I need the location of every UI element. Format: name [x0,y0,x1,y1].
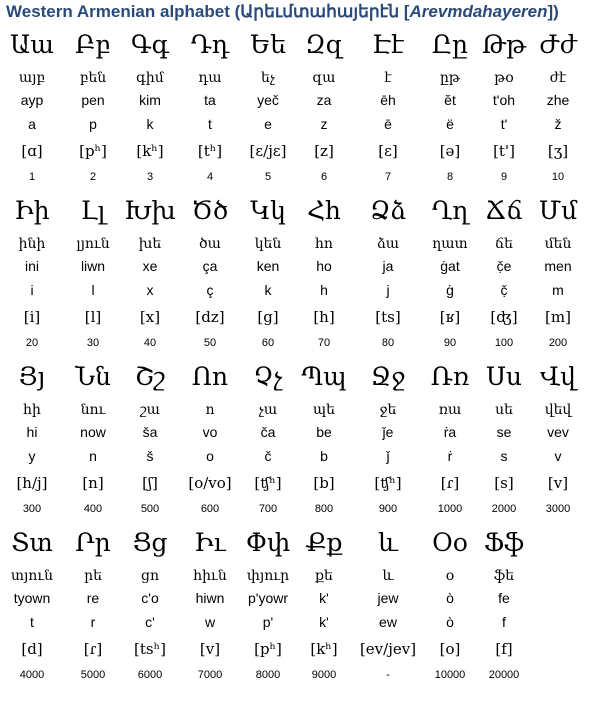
letter-name: ո [205,402,215,418]
letter-transliteration: men [544,258,572,274]
letter-name: ճե [495,236,513,252]
page-title [6,2,559,22]
letter-numeric-value: 3000 [545,503,571,515]
letter-numeric-value: 80 [381,337,395,349]
letter-name: գիմ [136,70,164,86]
letter-glyph: Եե [250,30,286,59]
letter-name: ջե [379,402,397,418]
letter-glyph: Հհ [307,196,341,225]
letter-ipa: [pʰ] [79,142,107,160]
letter-glyph: Օօ [431,528,469,557]
letter-transliteration: ta [204,92,216,108]
letter-latin: r [90,614,96,630]
letter-ipa: [ɾ] [83,640,103,658]
letter-latin: ç [206,282,214,298]
letter-transliteration: se [496,424,512,440]
letter-latin: w [204,614,216,630]
letter-ipa: [n] [82,474,104,492]
letter-glyph: Նն [75,362,111,391]
letter-name: հիւն [193,568,227,584]
letter-glyph: Ղղ [431,196,469,225]
letter-transliteration: ini [24,258,39,274]
letter-numeric-value: 20 [25,337,39,349]
letter-name: կեն [254,236,282,252]
letter-numeric-value: 50 [203,337,217,349]
letter-numeric-value: 200 [548,337,568,349]
letter-ipa: [ɑ] [21,142,43,160]
letter-numeric-value: 1 [28,171,36,183]
letter-name: տյուն [10,568,54,584]
letter-glyph: Չչ [253,362,283,391]
letter-name: վեվ [544,402,572,418]
letter-ipa: [ə] [439,142,461,160]
letter-name: հի [23,402,41,418]
letter-numeric-value: 300 [22,503,42,515]
letter-latin: š [146,448,154,464]
letter-transliteration: ġat [440,258,460,274]
letter-glyph: Շշ [134,362,166,391]
letter-ipa: [g] [257,308,279,326]
letter-latin: j [386,282,390,298]
letter-latin: e [264,116,272,132]
letter-name: հո [315,236,333,252]
letter-glyph: Քք [305,528,343,557]
letter-glyph: Ըը [431,30,469,59]
letter-name: ինի [18,236,46,252]
letter-glyph: Իւ [194,528,226,557]
letter-name: ֆե [493,568,515,584]
letter-glyph: Ժժ [539,30,577,59]
letter-transliteration: ken [256,258,280,274]
letter-transliteration: xe [142,258,158,274]
letter-numeric-value: 800 [314,503,334,515]
letter-name: ղատ [432,236,468,252]
letter-glyph: Էէ [372,30,404,59]
letter-transliteration: now [80,424,106,440]
letter-latin: x [146,282,154,298]
letter-numeric-value: 3 [146,171,154,183]
letter-transliteration: ĕt [444,92,456,108]
letter-name: շա [140,402,160,418]
letter-latin: k [146,116,154,132]
letter-transliteration: ça [202,258,218,274]
letter-transliteration: liwn [80,258,106,274]
letter-numeric-value: 9000 [311,669,337,681]
letter-ipa: [kʰ] [310,640,338,658]
letter-glyph: Ռռ [430,362,470,391]
letter-name: ըթ [440,70,460,86]
letter-numeric-value: 70 [317,337,331,349]
letter-name: լյուն [76,236,110,252]
letter-numeric-value: 4 [206,171,214,183]
letter-latin: ē [384,116,392,132]
letter-numeric-value: 500 [140,503,160,515]
letter-latin: s [500,448,508,464]
letter-ipa: [ʤ] [490,308,518,326]
letter-numeric-value: 100 [494,337,514,349]
letter-ipa: [f] [495,640,513,658]
letter-name: ձա [376,236,400,252]
letter-ipa: [v] [199,640,221,658]
letter-transliteration: pen [81,92,105,108]
letter-transliteration: p'yowr [247,590,289,606]
letter-ipa: [h] [313,308,335,326]
letter-name: րե [84,568,102,584]
letter-glyph: Ոո [191,362,229,391]
letter-glyph: Սս [485,362,523,391]
letter-transliteration: yeč [257,92,279,108]
letter-numeric-value: 40 [143,337,157,349]
letter-ipa: [pʰ] [254,640,282,658]
letter-ipa: [ev/jev] [359,640,417,658]
letter-transliteration: kim [139,92,161,108]
letter-ipa: [m] [545,308,571,326]
letter-numeric-value: 6 [320,171,328,183]
letter-name: և [382,568,394,584]
letter-transliteration: č̣e [496,258,512,274]
letter-latin: z [320,116,328,132]
letter-name: ժէ [549,70,567,86]
letter-glyph: և [378,528,398,557]
letter-transliteration: t'oh [492,92,516,108]
letter-numeric-value: 60 [261,337,275,349]
letter-transliteration: vev [547,424,569,440]
letter-numeric-value: 600 [200,503,220,515]
letter-latin: a [28,116,36,132]
letter-glyph: Վվ [540,362,576,391]
letter-ipa: [ʒ] [547,142,569,160]
letter-transliteration: fe [498,590,510,606]
letter-latin: p [89,116,97,132]
letter-ipa: [kʰ] [136,142,164,160]
letter-ipa: [ɛ/jɛ] [249,142,287,160]
letter-ipa: [s] [494,474,514,492]
letter-numeric-value: 6000 [137,669,163,681]
letter-ipa: [ɾ] [440,474,460,492]
letter-transliteration: ǰe [382,424,394,440]
letter-ipa: [ʧʰ] [254,474,282,492]
letter-latin: c' [145,614,155,630]
letter-ipa: [z] [314,142,334,160]
letter-ipa: [ɛ] [378,142,398,160]
letter-glyph: Տտ [11,528,53,557]
letter-numeric-value: 10000 [434,669,466,681]
letter-ipa: [d] [21,640,43,658]
letter-latin: y [28,448,36,464]
letter-numeric-value: 1000 [437,503,463,515]
letter-latin: h [320,282,328,298]
letter-numeric-value: 2000 [491,503,517,515]
letter-transliteration: ja [382,258,394,274]
letter-name: նու [80,402,106,418]
letter-transliteration: hiwn [195,590,225,606]
letter-latin: m [552,282,564,298]
letter-latin: ò [446,614,454,630]
letter-glyph: Ձձ [369,196,406,225]
letter-glyph: Խխ [124,196,176,225]
letter-latin: f [502,614,506,630]
letter-numeric-value: 5000 [80,669,106,681]
letter-numeric-value: 9 [500,171,508,183]
letter-name: չա [258,402,278,418]
letter-name: եչ [261,70,275,86]
letter-latin: t [208,116,212,132]
letter-numeric-value: 400 [83,503,103,515]
letter-name: մեն [544,236,572,252]
letter-glyph: Ճճ [485,196,523,225]
letter-latin: ǰ [386,448,390,464]
letter-name: խե [138,236,162,252]
letter-transliteration: ṙa [443,424,457,440]
letter-numeric-value: 7000 [197,669,223,681]
letter-transliteration: ayp [20,92,44,108]
letter-transliteration: k' [319,590,329,606]
letter-ipa: [ʁ] [439,308,461,326]
letter-latin: i [30,282,34,298]
alphabet-row [0,196,607,362]
letter-latin: n [89,448,97,464]
letter-numeric-value: 8 [446,171,454,183]
letter-latin: ġ [446,282,454,298]
letter-latin: t [30,614,34,630]
letter-numeric-value: 5 [264,171,272,183]
letter-ipa: [ʃ] [142,474,158,492]
letter-numeric-value: 20000 [488,669,520,681]
letter-glyph: Դդ [190,30,230,59]
letter-ipa: [dz] [195,308,225,326]
title-suffix: ]) [547,2,559,21]
letter-glyph: Զզ [305,30,343,59]
letter-name: դա [198,70,222,86]
letter-latin: ž [554,116,562,132]
letter-name: փյուր [246,568,290,584]
letter-numeric-value: 8000 [255,669,281,681]
letter-name: է [384,70,392,86]
letter-numeric-value: 90 [443,337,457,349]
letter-glyph: Աա [10,30,54,59]
letter-glyph: Ծծ [191,196,229,225]
letter-ipa: [l] [84,308,102,326]
letter-latin: č̣ [500,282,508,298]
letter-ipa: [o/vo] [188,474,232,492]
alphabet-table [0,30,607,694]
letter-ipa: [v] [547,474,569,492]
letter-transliteration: zhe [546,92,570,108]
letter-ipa: [x] [139,308,161,326]
letter-numeric-value: 7 [384,171,392,183]
letter-glyph: Թթ [482,30,526,59]
letter-latin: k' [319,614,329,630]
letter-glyph: Ջջ [370,362,406,391]
letter-transliteration: ša [142,424,158,440]
letter-numeric-value: 4000 [19,669,45,681]
letter-glyph: Փփ [245,528,291,557]
letter-latin: ë [446,116,454,132]
letter-name: քե [315,568,333,584]
letter-ipa: [ʧʰ] [374,474,402,492]
title-translit: Arevmdahayeren [409,2,548,21]
letter-numeric-value: 10 [551,171,565,183]
letter-numeric-value: - [386,669,390,681]
letter-transliteration: ča [260,424,276,440]
letter-latin: k [264,282,272,298]
letter-ipa: [o] [439,640,461,658]
letter-name: ցո [140,568,160,584]
letter-latin: t' [500,116,508,132]
letter-name: ռա [438,402,462,418]
letter-latin: o [206,448,214,464]
letter-glyph: Րր [75,528,111,557]
letter-ipa: [t'] [493,142,515,160]
letter-numeric-value: 900 [378,503,398,515]
letter-glyph: Պպ [301,362,347,391]
letter-transliteration: be [316,424,332,440]
letter-name: զա [312,70,336,86]
letter-latin: v [554,448,562,464]
letter-ipa: [tsʰ] [134,640,166,658]
letter-transliteration: tyown [13,590,51,606]
letter-numeric-value: 700 [258,503,278,515]
letter-name: պե [313,402,335,418]
letter-name: օ [445,568,455,584]
letter-glyph: Լլ [80,196,106,225]
letter-glyph: Ցց [132,528,168,557]
letter-glyph: Ֆֆ [483,528,525,557]
letter-glyph: Իի [14,196,50,225]
letter-transliteration: jew [377,590,399,606]
letter-glyph: Մմ [538,196,578,225]
letter-glyph: Յյ [18,362,46,391]
letter-ipa: [ts] [375,308,401,326]
letter-ipa: [b] [313,474,335,492]
letter-ipa: [i] [23,308,41,326]
letter-latin: l [91,282,95,298]
letter-glyph: Գգ [130,30,170,59]
letter-numeric-value: 2 [89,171,97,183]
letter-transliteration: ēh [380,92,396,108]
alphabet-row [0,362,607,528]
letter-name: ծա [199,236,221,252]
letter-latin: p' [262,614,274,630]
letter-ipa: [tʰ] [197,142,223,160]
letter-glyph: Կկ [250,196,286,225]
letter-transliteration: ho [316,258,332,274]
letter-name: բեն [79,70,107,86]
letter-name: այբ [18,70,46,86]
letter-transliteration: re [86,590,100,606]
letter-ipa: [h/j] [16,474,48,492]
letter-transliteration: vo [202,424,218,440]
letter-latin: b [320,448,328,464]
letter-latin: ṙ [447,448,453,464]
letter-name: սե [495,402,513,418]
letter-latin: ew [379,614,397,630]
letter-transliteration: za [316,92,332,108]
letter-transliteration: hi [26,424,38,440]
letter-latin: č [264,448,272,464]
letter-name: թօ [494,70,514,86]
letter-transliteration: c'o [141,590,159,606]
letter-numeric-value: 30 [86,337,100,349]
alphabet-row [0,30,607,196]
letter-glyph: Բբ [75,30,111,59]
title-prefix: Western Armenian alphabet (Արեւմտահայերէն [ [6,2,410,21]
letter-transliteration: ò [446,590,454,606]
alphabet-row [0,528,607,694]
